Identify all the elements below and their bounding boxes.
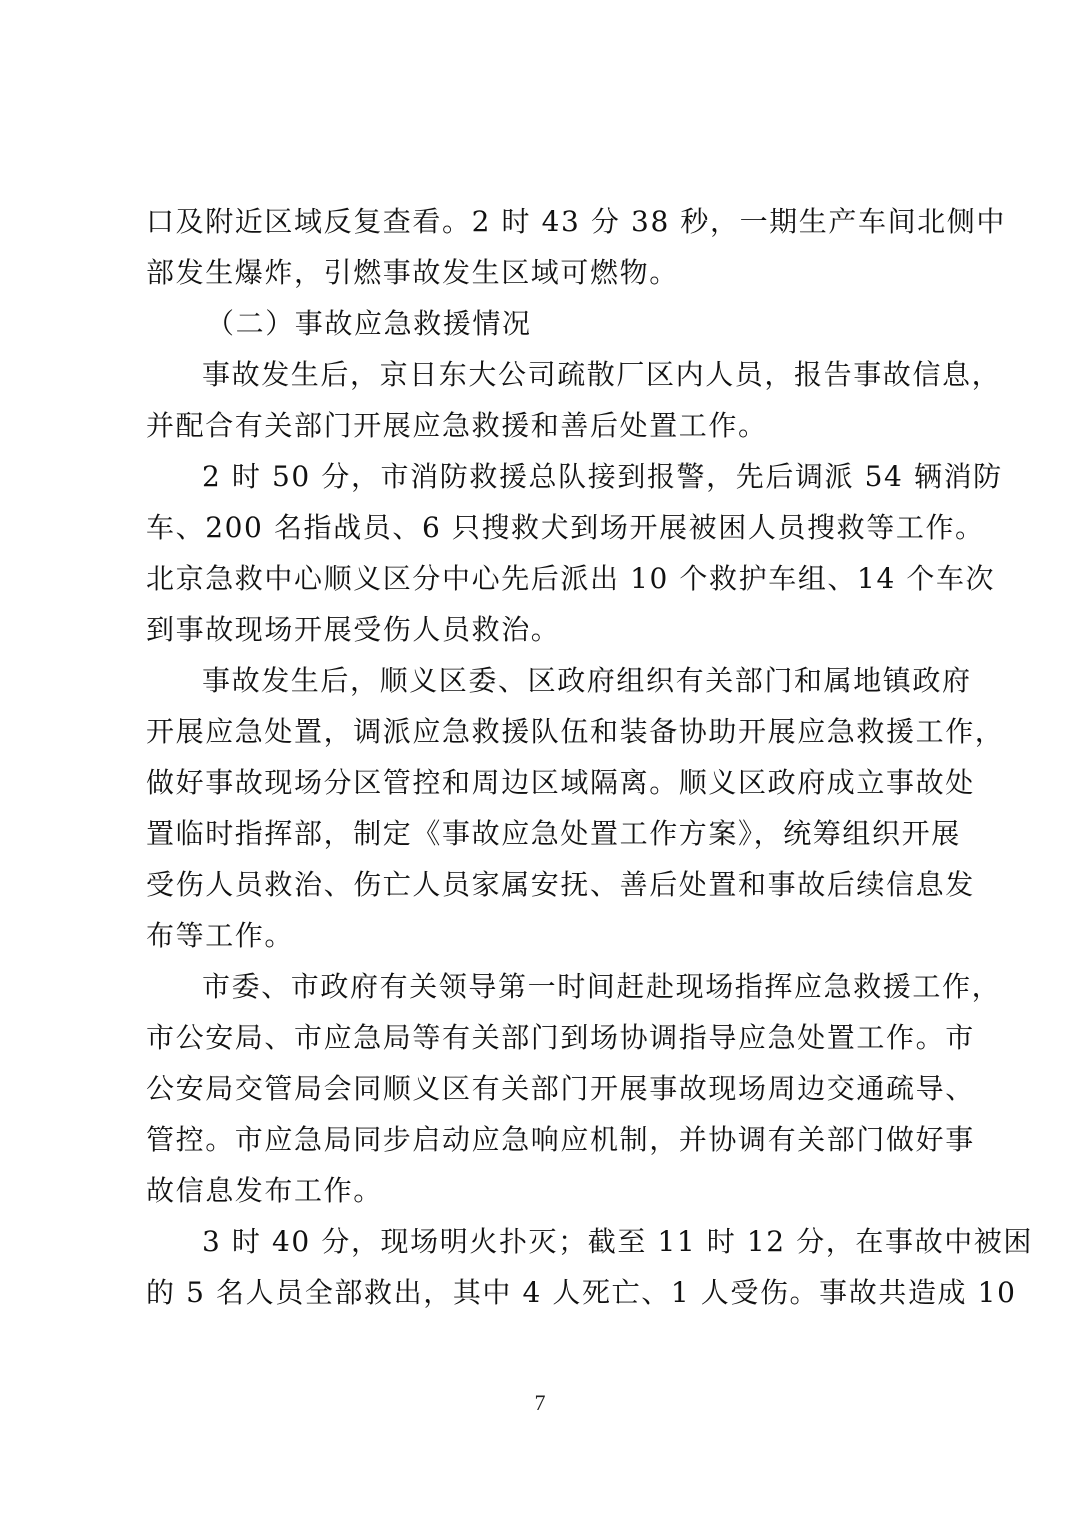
section-heading: （二）事故应急救援情况 <box>206 307 532 340</box>
text-line: 事故发生后，顺义区委、区政府组织有关部门和属地镇政府 <box>202 664 972 697</box>
text-line: 市公安局、市应急局等有关部门到场协调指导应急处置工作。市 <box>146 1021 975 1054</box>
text-line: 3 时 40 分，现场明火扑灭；截至 11 时 12 分，在事故中被困 <box>202 1225 1034 1258</box>
text-line: 并配合有关部门开展应急救援和善后处置工作。 <box>146 409 768 442</box>
text-line: 事故发生后，京日东大公司疏散厂区内人员，报告事故信息， <box>202 358 1002 391</box>
text-line: 市委、市政府有关领导第一时间赶赴现场指挥应急救援工作， <box>202 970 1002 1003</box>
text-line: 故信息发布工作。 <box>146 1174 383 1207</box>
text-line: 部发生爆炸，引燃事故发生区域可燃物。 <box>146 256 679 289</box>
text-line: 公安局交管局会同顺义区有关部门开展事故现场周边交通疏导、 <box>146 1072 975 1105</box>
text-line: 做好事故现场分区管控和周边区域隔离。顺义区政府成立事故处 <box>146 766 975 799</box>
page-number: 7 <box>534 1390 546 1415</box>
text-line: 开展应急处置，调派应急救援队伍和装备协助开展应急救援工作， <box>146 715 1005 748</box>
text-line: 北京急救中心顺义区分中心先后派出 10 个救护车组、14 个车次 <box>146 562 996 595</box>
document-body <box>146 196 1034 1318</box>
text-line: 的 5 名人员全部救出，其中 4 人死亡、1 人受伤。事故共造成 10 <box>146 1276 1017 1309</box>
text-line: 受伤人员救治、伤亡人员家属安抚、善后处置和事故后续信息发 <box>146 868 975 901</box>
text-line: 置临时指挥部，制定《事故应急处置工作方案》，统筹组织开展 <box>146 817 961 850</box>
text-line: 口及附近区域反复查看。2 时 43 分 38 秒，一期生产车间北侧中 <box>146 205 1006 238</box>
text-line: 到事故现场开展受伤人员救治。 <box>146 613 561 646</box>
text-line: 2 时 50 分，市消防救援总队接到报警，先后调派 54 辆消防 <box>202 460 1003 493</box>
text-line: 管控。市应急局同步启动应急响应机制，并协调有关部门做好事 <box>146 1123 975 1156</box>
text-line: 布等工作。 <box>146 919 295 952</box>
text-line: 车、200 名指战员、6 只搜救犬到场开展被困人员搜救等工作。 <box>146 511 985 544</box>
